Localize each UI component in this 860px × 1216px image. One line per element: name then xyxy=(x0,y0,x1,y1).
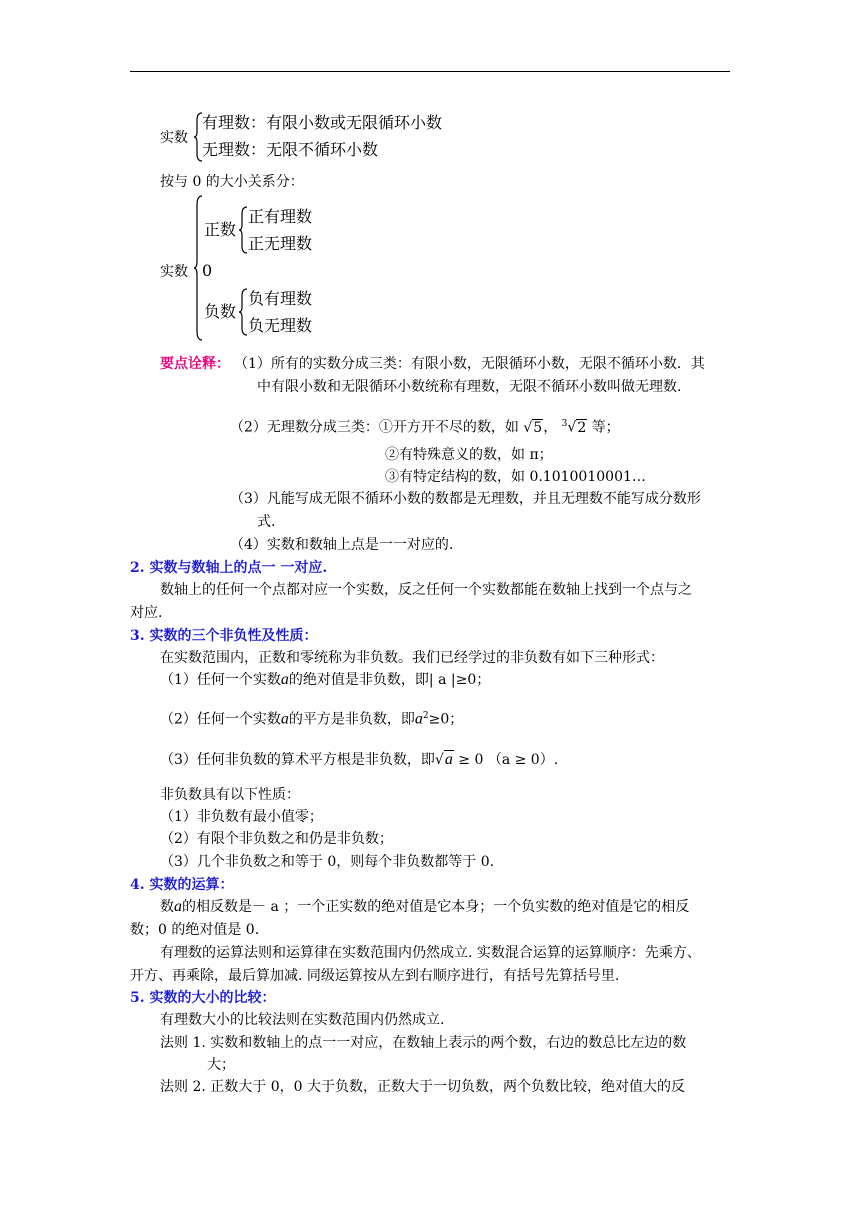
sqrt-a: √a xyxy=(434,751,453,768)
note-4: （4）实数和数轴上点是一一对应的. xyxy=(230,537,454,553)
negative-rational: 负有理数 xyxy=(248,289,313,308)
brace-symbol xyxy=(238,288,248,336)
negative-irrational: 负无理数 xyxy=(248,316,313,335)
section-4-title: 4. 实数的运算： xyxy=(130,877,234,893)
header-rule xyxy=(130,71,730,72)
note-2-text: （2）无理数分成三类：①开方开不尽的数，如 xyxy=(230,419,519,436)
note-1: （1）所有的实数分成三类：有限小数，无限循环小数，无限不循环小数．其 xyxy=(234,356,705,372)
rational-def: 有理数：有限小数或无限循环小数 xyxy=(202,113,443,132)
rule-1-cont: 大； xyxy=(207,1057,235,1073)
section-2-p1: 数轴上的任何一个点都对应一个实数，反之任何一个实数都能在数轴上找到一个点与之 xyxy=(160,582,692,598)
section-5-intro: 有理数大小的比较法则在实数范围内仍然成立. xyxy=(160,1012,445,1028)
section-4-l4: 开方、再乘除，最后算加减. 同级运算按从左到右顺序进行，有括号先算括号里. xyxy=(130,968,620,984)
sqrt-radicand: 5 xyxy=(533,419,543,436)
section-2-title: 2. 实数与数轴上的点一 一对应. xyxy=(130,560,328,576)
note-2: （2）无理数分成三类：①开方开不尽的数，如 √5， $^3$√2 等； xyxy=(230,414,620,438)
form-2-expr: ≥0； xyxy=(428,711,464,728)
sqrt-radicand: a xyxy=(444,751,453,768)
positive-irrational: 正无理数 xyxy=(248,234,313,253)
irrational-def: 无理数：无限不循环小数 xyxy=(202,140,379,159)
form-1-expr: | a |≥0； xyxy=(428,672,491,688)
section-4-l3: 有理数的运算法则和运算律在实数范围内仍然成立. 实数混合运算的运算顺序：先乘方、 xyxy=(160,945,701,961)
s4-text: 数 xyxy=(160,899,174,915)
negative-label: 负数 xyxy=(204,302,237,321)
key-notes-label: 要点诠释： xyxy=(160,356,230,372)
var-a: a xyxy=(280,671,289,688)
form-1-text-2: 的绝对值是非负数，即 xyxy=(288,672,429,688)
section-3-title: 3. 实数的三个非负性及性质： xyxy=(130,628,318,644)
sqrt-radicand: 2 xyxy=(577,419,587,436)
classify-root: 实数 xyxy=(160,130,188,146)
section-5-title: 5. 实数的大小的比较： xyxy=(130,990,276,1006)
form-1 xyxy=(160,670,490,690)
section-2-p2: 对应. xyxy=(130,605,163,621)
var-a: a xyxy=(414,710,423,728)
prop-3: （3）几个非负数之和等于 0，则每个非负数都等于 0. xyxy=(160,854,495,870)
zero-label: 0 xyxy=(202,261,213,280)
positive-label: 正数 xyxy=(204,220,237,239)
props-intro: 非负数具有以下性质： xyxy=(160,787,300,803)
classify-root: 实数 xyxy=(160,264,188,280)
form-3-expr: ≥ 0 （a ≥ 0）. xyxy=(458,752,559,768)
note-3: （3）凡能写成无限不循环小数的数都是无理数，并且无理数不能写成分数形 xyxy=(230,491,701,507)
section-3-intro: 在实数范围内，正数和零统称为非负数。我们已经学过的非负数有如下三种形式： xyxy=(160,650,664,666)
form-2-text-2: 的平方是非负数，即 xyxy=(288,711,415,728)
s4-text-2: 的相反数是－ a ；一个正实数的绝对值是它本身；一个负实数的绝对值是它的相反 xyxy=(182,899,690,915)
section-4-l1 xyxy=(160,897,689,917)
var-a: a xyxy=(174,898,182,915)
note-1-cont: 中有限小数和无限循环小数统称有理数，无限不循环小数叫做无理数. xyxy=(257,379,682,395)
form-1-text: （1）任何一个实数 xyxy=(160,672,281,688)
form-3 xyxy=(160,750,558,770)
prop-2: （2）有限个非负数之和仍是非负数； xyxy=(160,831,393,847)
section-4-l2: 数；0 的绝对值是 0. xyxy=(130,922,260,938)
brace-symbol xyxy=(238,206,248,254)
var-a: a xyxy=(280,710,289,728)
form-2: （2）任何一个实数a的平方是非负数，即$a^2\ge 0$； xyxy=(160,710,464,728)
form-2-text: （2）任何一个实数 xyxy=(160,711,281,728)
prop-1: （1）非负数有最小值零； xyxy=(160,809,323,825)
form-3-text: （3）任何非负数的算术平方根是非负数，即 xyxy=(160,752,435,768)
note-2c: ③有特定结构的数，如 0.1010010001… xyxy=(385,469,646,485)
rule-1: 法则 1. 实数和数轴上的点一一对应，在数轴上表示的两个数，右边的数总比左边的数 xyxy=(160,1035,687,1051)
sqrt-5: √5 xyxy=(523,419,543,436)
note-2-suffix: 等； xyxy=(591,419,620,436)
note-2b: ②有特殊意义的数，如 π； xyxy=(385,447,553,463)
positive-rational: 正有理数 xyxy=(248,207,313,226)
rule-2: 法则 2. 正数大于 0，0 大于负数，正数大于一切负数，两个负数比较，绝对值大的反 xyxy=(160,1079,685,1095)
root-index: 3 xyxy=(561,419,568,429)
note-3-cont: 式. xyxy=(257,514,276,530)
cuberoot-2: $^3$√2 xyxy=(561,419,587,436)
classify-by-size: 按与 0 的大小关系分： xyxy=(160,174,304,190)
